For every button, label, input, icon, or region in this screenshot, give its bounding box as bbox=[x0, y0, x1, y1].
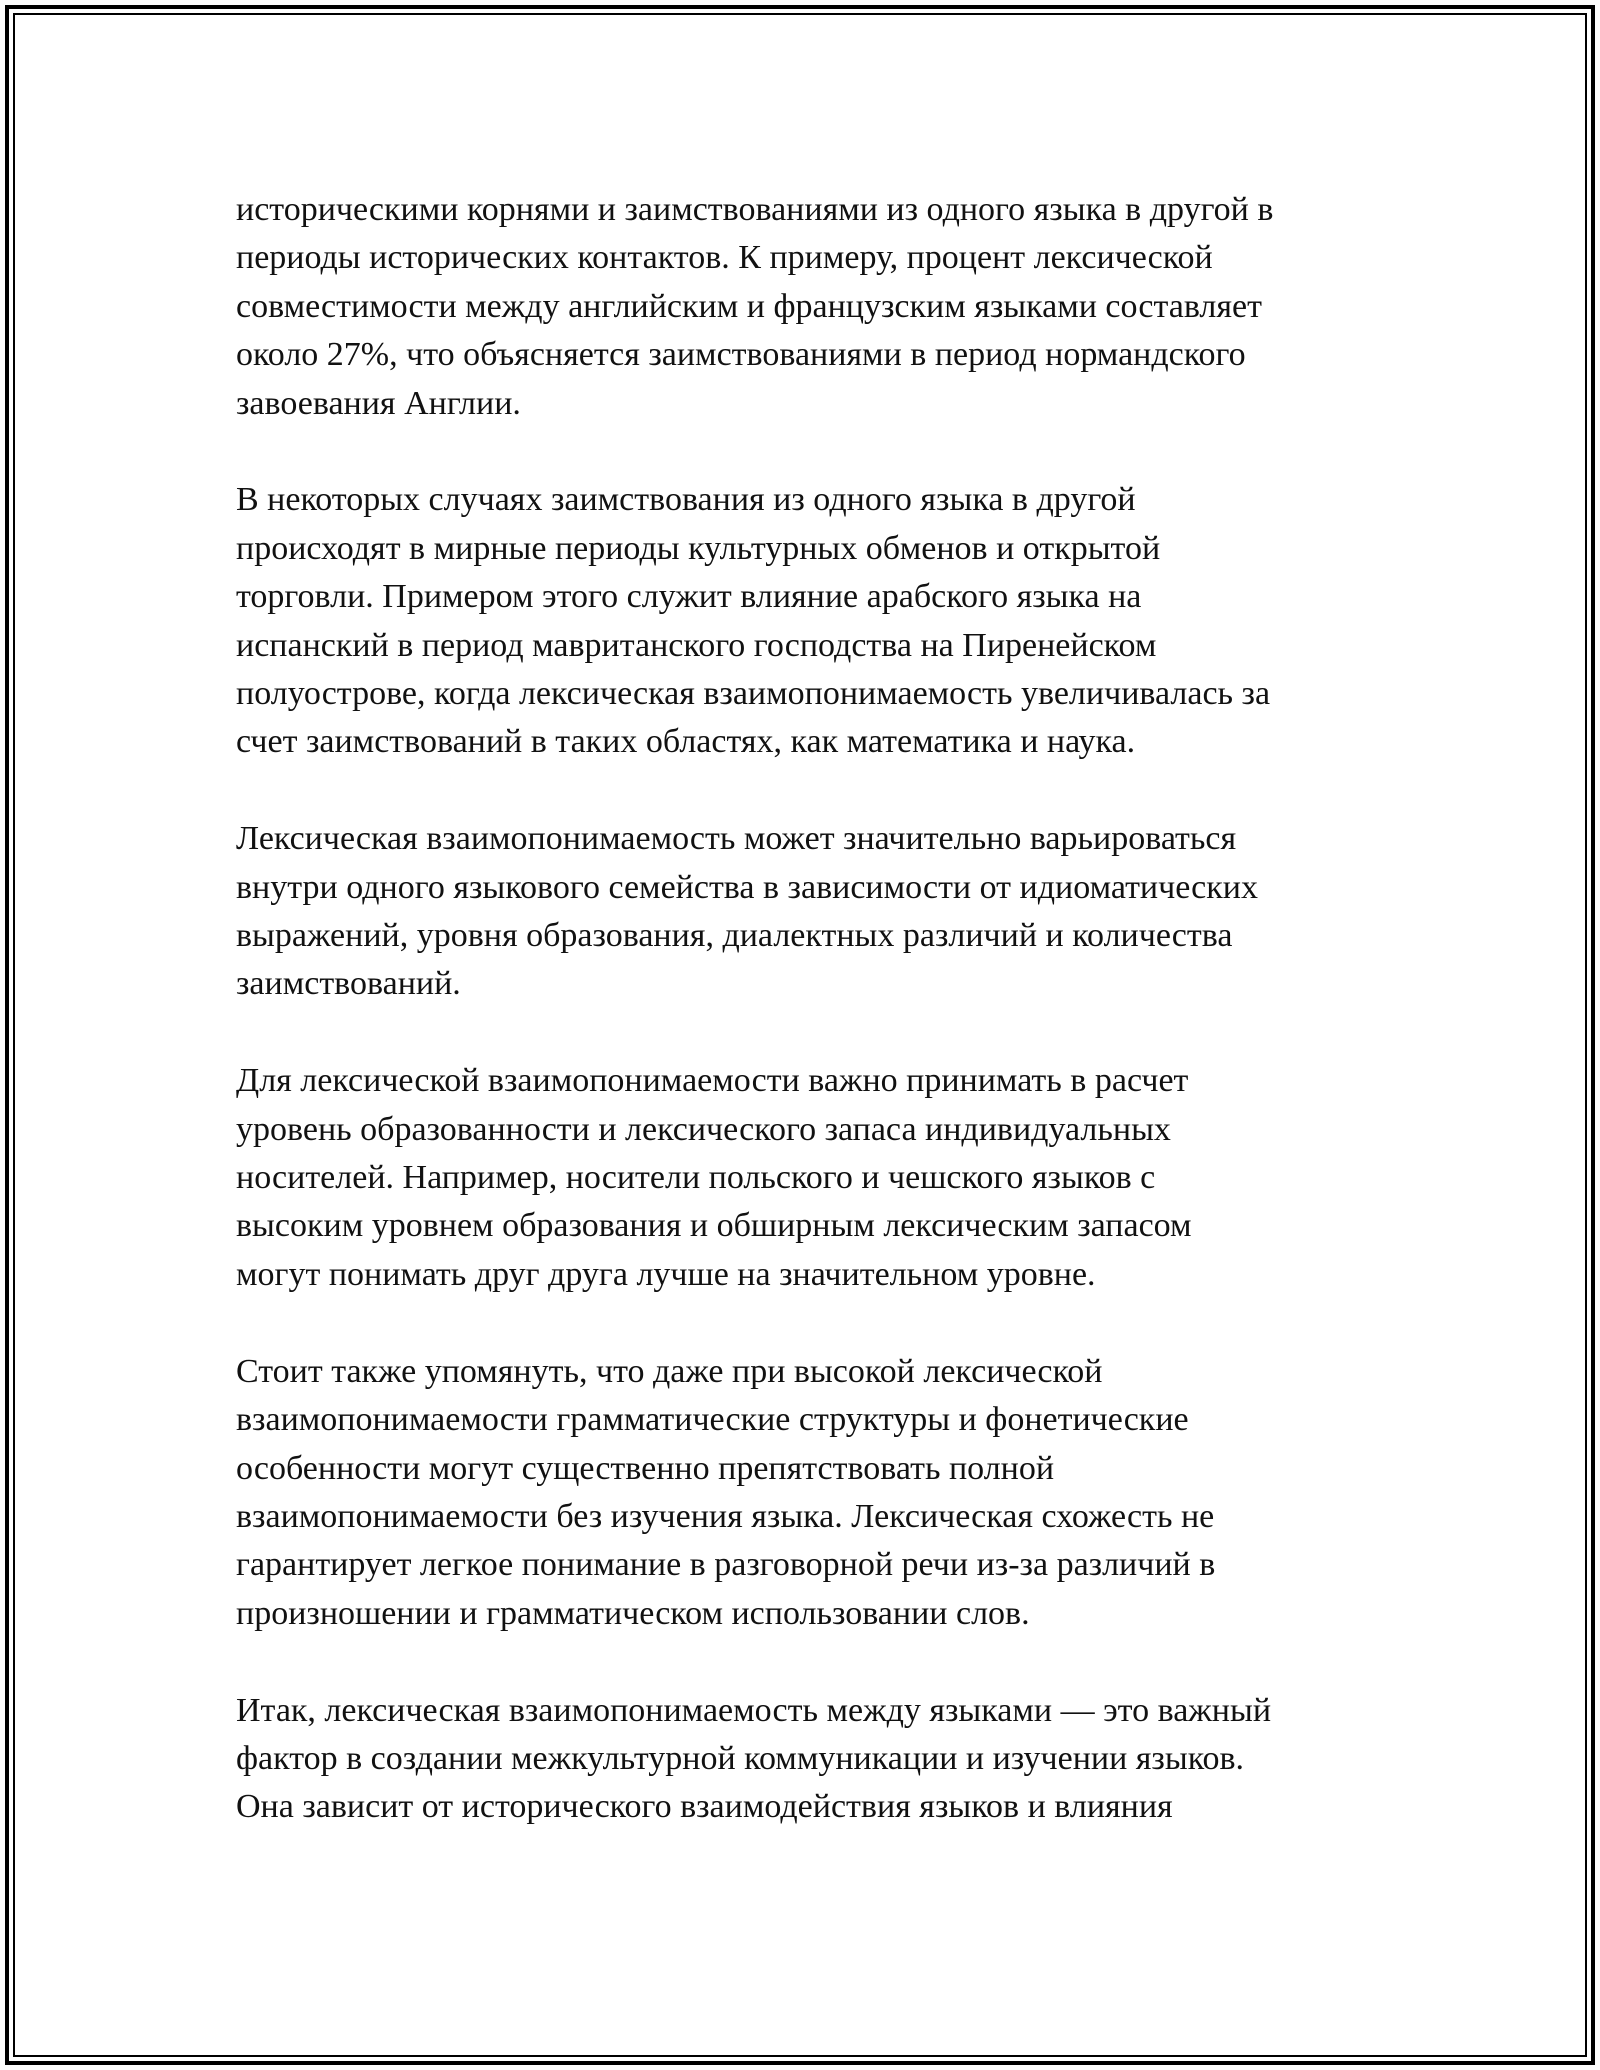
text-line: совместимости между английским и французским языками составляет bbox=[236, 287, 1262, 325]
text-line: носителей. Например, носители польского и чешского языков с bbox=[236, 1159, 1156, 1197]
text-line: могут понимать друг друга лучше на значительном уровне. bbox=[236, 1255, 1096, 1293]
text-line: счет заимствований в таких областях, как математика и наука. bbox=[236, 723, 1136, 761]
text-line: Для лексической взаимопонимаемости важно принимать в расчет bbox=[236, 1062, 1189, 1100]
text-line: внутри одного языкового семейства в зависимости от идиоматических bbox=[236, 868, 1258, 906]
text-line: завоевания Англии. bbox=[236, 384, 521, 422]
text-line: полуострове, когда лексическая взаимопонимаемость увеличивалась за bbox=[236, 675, 1271, 713]
paragraph-3 bbox=[236, 815, 1386, 1009]
text-line: заимствований. bbox=[236, 965, 461, 1003]
text-line: произношении и грамматическом использовании слов. bbox=[236, 1594, 1030, 1632]
text-line: уровень образованности и лексического запаса индивидуальных bbox=[236, 1110, 1171, 1148]
text-line: происходят в мирные периоды культурных обменов и открытой bbox=[236, 529, 1161, 567]
text-line: Лексическая взаимопонимаемость может значительно варьироваться bbox=[236, 820, 1237, 858]
text-line: В некоторых случаях заимствования из одного языка в другой bbox=[236, 481, 1136, 519]
paragraph-1 bbox=[236, 186, 1386, 428]
text-line: взаимопонимаемости без изучения языка. Лексическая схожесть не bbox=[236, 1497, 1215, 1535]
text-line: Итак, лексическая взаимопонимаемость между языками — это важный bbox=[236, 1691, 1272, 1729]
paragraph-6 bbox=[236, 1687, 1386, 1832]
text-line: выражений, уровня образования, диалектных различий и количества bbox=[236, 917, 1233, 955]
text-line: фактор в создании межкультурной коммуникации и изучении языков. bbox=[236, 1739, 1245, 1777]
text-line: высоким уровнем образования и обширным лексическим запасом bbox=[236, 1207, 1192, 1245]
text-line: торговли. Примером этого служит влияние арабского языка на bbox=[236, 578, 1142, 616]
paragraph-2 bbox=[236, 476, 1386, 766]
text-line: особенности могут существенно препятствовать полной bbox=[236, 1449, 1055, 1487]
text-line: взаимопонимаемости грамматические структуры и фонетические bbox=[236, 1401, 1189, 1439]
text-line: гарантирует легкое понимание в разговорной речи из-за различий в bbox=[236, 1546, 1216, 1584]
text-line: около 27%, что объясняется заимствованиями в период нормандского bbox=[236, 336, 1246, 374]
text-line: Она зависит от исторического взаимодействия языков и влияния bbox=[236, 1788, 1173, 1826]
paragraph-5 bbox=[236, 1348, 1386, 1638]
paragraph-4 bbox=[236, 1057, 1386, 1299]
text-line: историческими корнями и заимствованиями из одного языка в другой в bbox=[236, 191, 1274, 228]
text-line: Стоит также упомянуть, что даже при высокой лексической bbox=[236, 1352, 1103, 1390]
document-body bbox=[236, 186, 1386, 1880]
text-line: периоды исторических контактов. К примеру, процент лексической bbox=[236, 239, 1213, 277]
text-line: испанский в период мавританского господства на Пиренейском bbox=[236, 626, 1157, 664]
